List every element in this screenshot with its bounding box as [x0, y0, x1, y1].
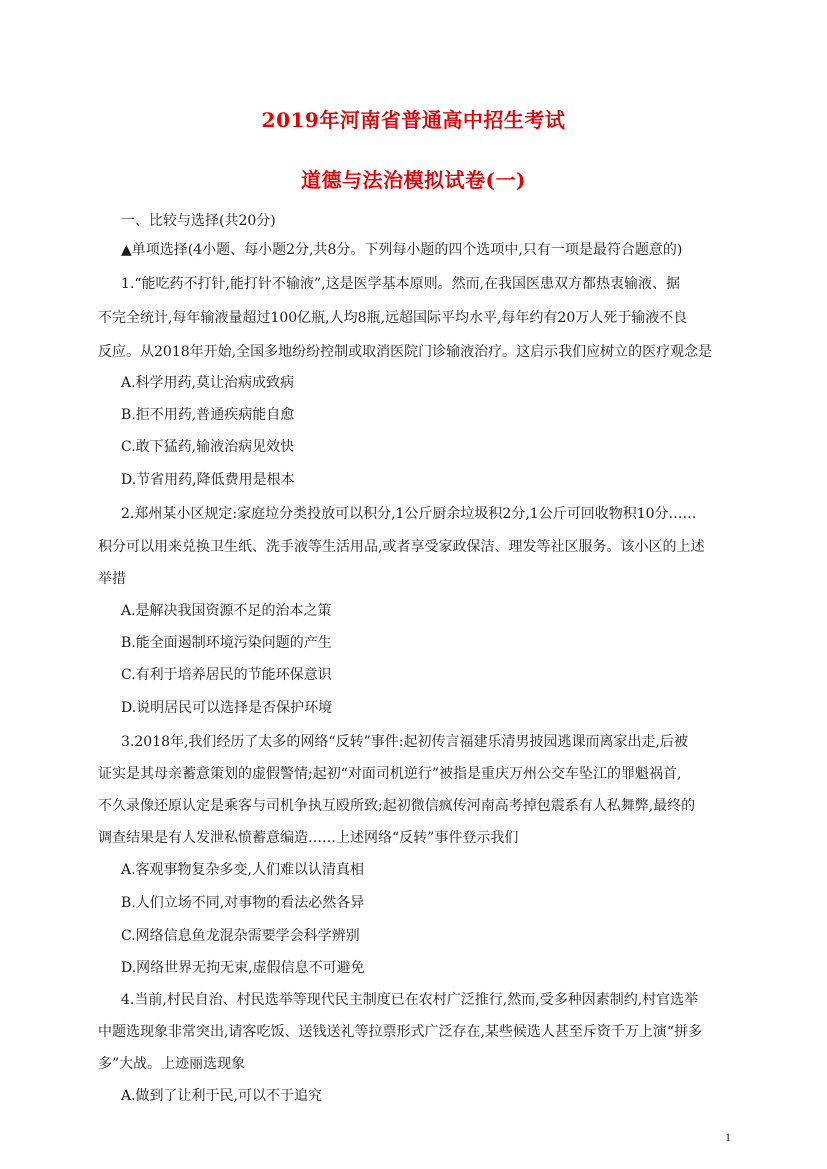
question-2-option-b: B.能全面遏制环境污染问题的产生: [121, 635, 332, 651]
question-3-line-1: 3.2018年,我们经历了太多的网络“反转”事件:起初传言福建乐清男披园逃课而离家出走,后被: [121, 734, 688, 750]
question-2-option-a: A.是解决我国资源不足的治本之策: [121, 603, 332, 619]
question-3-option-b: B.人们立场不同,对事物的看法必然各异: [121, 895, 365, 911]
question-3-option-c: C.网络信息鱼龙混杂需要学会科学辨别: [121, 928, 360, 944]
question-1-option-b: B.拒不用药,普通疾病能自愈: [121, 407, 295, 423]
question-1-line-3: 反应。从2018年开始,全国多地纷纷控制或取消医院门诊输液治疗。这启示我们应树立的医疗观念是: [98, 344, 713, 360]
question-2-line-2: 积分可以用来兑换卫生纸、洗手液等生活用品,或者享受家政保洁、理发等社区服务。该小区的上述: [98, 539, 705, 555]
question-1-line-2: 不完全统计,每年输液量超过100亿瓶,人均8瓶,远超国际平均水平,每年约有20万人死于输液不良: [98, 310, 688, 326]
question-1-option-d: D.节省用药,降低费用是根本: [121, 472, 295, 488]
question-4-option-a: A.做到了让利于民,可以不于追究: [121, 1088, 323, 1104]
exam-title: 2019年河南省普通高中招生考试: [261, 108, 566, 132]
question-2-option-d: D.说明居民可以选择是否保护环境: [121, 700, 333, 716]
question-2-line-3: 举措: [98, 571, 126, 587]
section-heading: 一、比较与选择(共20分): [121, 213, 276, 229]
question-1-option-c: C.敢下猛药,输液治病见效快: [121, 439, 295, 455]
question-3-option-a: A.客观事物复杂多变,人们难以认清真相: [121, 862, 365, 878]
question-4-line-1: 4.当前,村民自治、村民选举等现代民主制度已在农村广泛推行,然而,受多种因素制约,村官选举: [121, 992, 699, 1008]
question-4-line-2: 中题选现象非常突出,请客吃饭、送钱送礼等拉票形式广泛存在,某些候选人甚至斥资千万上演“拼多: [98, 1024, 703, 1040]
question-3-line-2: 证实是其母亲蓄意策划的虚假警情;起初“对面司机逆行”被指是重庆万州公交车坠江的罪魁祸首,: [98, 766, 682, 782]
question-4-line-3: 多”大战。上迹丽选现象: [98, 1056, 246, 1072]
exam-subtitle: 道德与法治模拟试卷(一): [301, 168, 526, 192]
question-3-option-d: D.网络世界无拘无束,虚假信息不可避免: [121, 960, 365, 976]
question-1-line-1: 1.“能吃药不打针,能打针不输液”,这是医学基本原则。然而,在我国医患双方都热衷输液、据: [121, 276, 681, 292]
question-2-line-1: 2.郑州某小区规定:家庭垃分类投放可以积分,1公斤厨余垃圾积2分,1公斤可回收物积10分……: [121, 506, 697, 522]
question-3-line-4: 调查结果是有人发泄私愤蓄意编造……上述网络“反转”事件登示我们: [98, 830, 519, 846]
question-2-option-c: C.有利于培养居民的节能环保意识: [121, 667, 332, 683]
page-number: 1: [725, 1130, 731, 1144]
section-instructions: ▲单项选择(4小题、每小题2分,共8分。下列每小题的四个选项中,只有一项是最符合题意的): [121, 242, 683, 258]
question-3-line-3: 不久录像还原认定是乘客与司机争执互殴所致;起初微信疯传河南高考掉包震系有人私舞弊,最终的: [98, 798, 696, 814]
question-1-option-a: A.科学用药,莫让治病成致病: [121, 375, 295, 391]
